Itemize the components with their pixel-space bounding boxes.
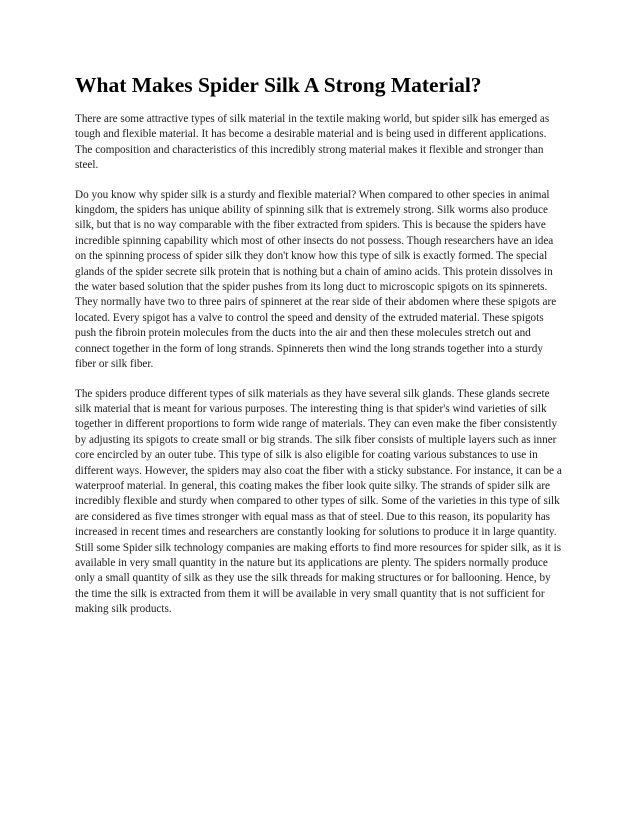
paragraph-spinning-process: Do you know why spider silk is a sturdy and flexible material? When compared to other species in animal kingdom, the spiders has unique ability of spinning silk that is extremely strong. Silk worms also produce silk, but that is no way comparable with the fiber extracted from spiders. This is because the spiders have incredible spinning capability which most of other insects do not possess. Though researchers have an idea on the spinning process of spider silk they don't know how this type of silk is exactly formed. The special glands of the spider secrete silk protein that is nothing but a chain of amino acids. This protein dissolves in the water based solution that the spider pushes from its long duct to microscopic spigots on its spinnerets. They normally have two to three pairs of spinneret at the rear side of their abdomen where these spigots are located. Every spigot has a valve to control the speed and density of the extruded material. These spigots push the fibroin protein molecules from the ducts into the air and then these molecules stretch out and connect together in the form of long strands. Spinnerets then wind the long strands together into a sturdy fiber or silk fiber. [75,188,557,371]
paragraph-silk-types: The spiders produce different types of silk materials as they have several silk glands. These glands secrete silk material that is meant for various purposes. The interesting thing is that spider's wind varieties of silk together in different proportions to form wide range of materials. They can even make the fiber consistently by adjusting its spigots to create small or big strands. The silk fiber consists of multiple layers such as inner core encircled by an outer tube. This type of silk is also eligible for coating various substances to use in different ways. However, the spiders may also coat the fiber with a sticky substance. For instance, it can be a waterproof material. In general, this coating makes the fiber look quite silky. The strands of spider silk are incredibly flexible and sturdy when compared to other types of silk. Some of the varieties in this type of silk are considered as five times stronger with equal mass as that of steel. Due to this reason, its popularity has increased in recent times and researchers are constantly looking for solutions to produce it in large quantity. Still some Spider silk technology companies are making efforts to find more resources for spider silk, as it is available in very small quantity in the nature but its applications are plenty. The spiders normally produce only a small quantity of silk as they use the silk threads for making structures or for ballooning. Hence, by the time the silk is extracted from them it will be available in very small quantity that is not sufficient for making silk products. [75,387,562,616]
document-title: What Makes Spider Silk A Strong Material? [75,73,482,97]
document-page [75,72,563,632]
paragraph-intro: There are some attractive types of silk material in the textile making world, but spider silk has emerged as tough and flexible material. It has become a desirable material and is being used in different applications. The composition and characteristics of this incredibly strong material makes it flexible and stronger than steel. [75,113,550,172]
